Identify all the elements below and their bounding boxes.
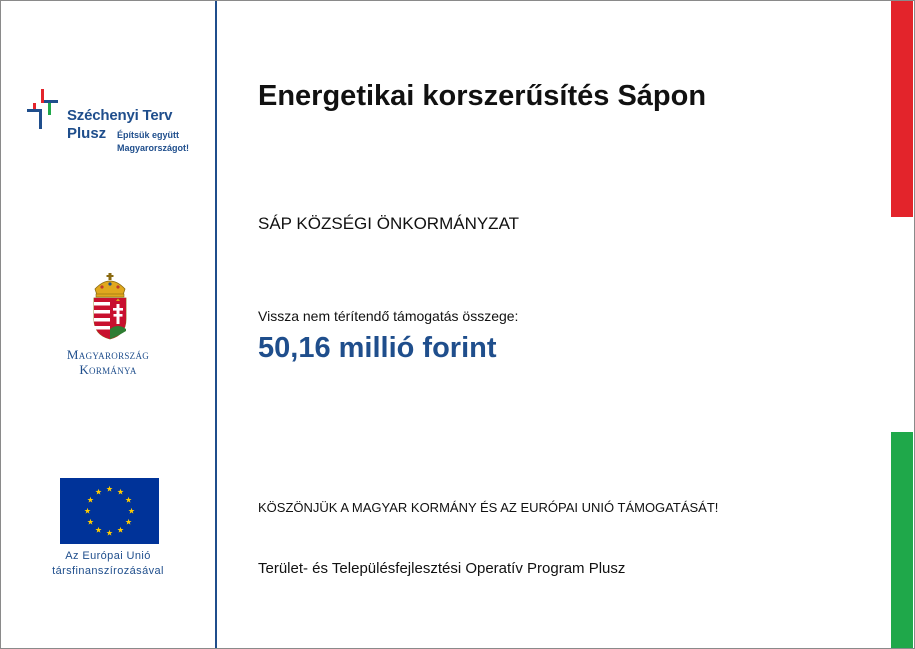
- grant-amount-value: 50,16 millió forint: [258, 332, 497, 364]
- operative-program-name: Terület- és Településfejlesztési Operatív Program Plusz: [258, 560, 626, 577]
- flag-stripe-red: [891, 1, 913, 217]
- vertical-divider: [215, 1, 217, 648]
- szechenyi-terv-logo: [27, 89, 207, 159]
- thanks-statement: KÖSZÖNJÜK A MAGYAR KORMÁNY ÉS AZ EURÓPAI UNIÓ TÁMOGATÁSÁT!: [258, 500, 719, 515]
- eu-cofinanced-line2: társfinanszírozásával: [52, 565, 164, 577]
- szechenyi-tagline-2: Magyarországot!: [117, 143, 190, 153]
- government-label-line1: Magyarország: [66, 347, 150, 362]
- grant-amount-label: Vissza nem térítendő támogatás összege:: [258, 308, 519, 324]
- beneficiary-name: SÁP KÖZSÉGI ÖNKORMÁNYZAT: [258, 214, 520, 233]
- project-title: Energetikai korszerűsítés Sápon: [258, 80, 707, 112]
- government-label-line2: Kormánya: [79, 362, 137, 377]
- eu-flag-icon: [60, 478, 159, 544]
- szechenyi-title: Széchenyi Terv: [67, 107, 173, 124]
- szechenyi-cross-icon: [27, 89, 63, 129]
- eu-cofinanced-line1: Az Európai Unió: [65, 550, 151, 562]
- szechenyi-tagline-1: Építsük együtt: [117, 130, 180, 140]
- szechenyi-plusz: Plusz: [67, 125, 107, 142]
- hungarian-coat-of-arms-icon: [87, 273, 133, 341]
- logo-sidebar: [1, 1, 215, 648]
- flag-stripe-green: [891, 432, 913, 648]
